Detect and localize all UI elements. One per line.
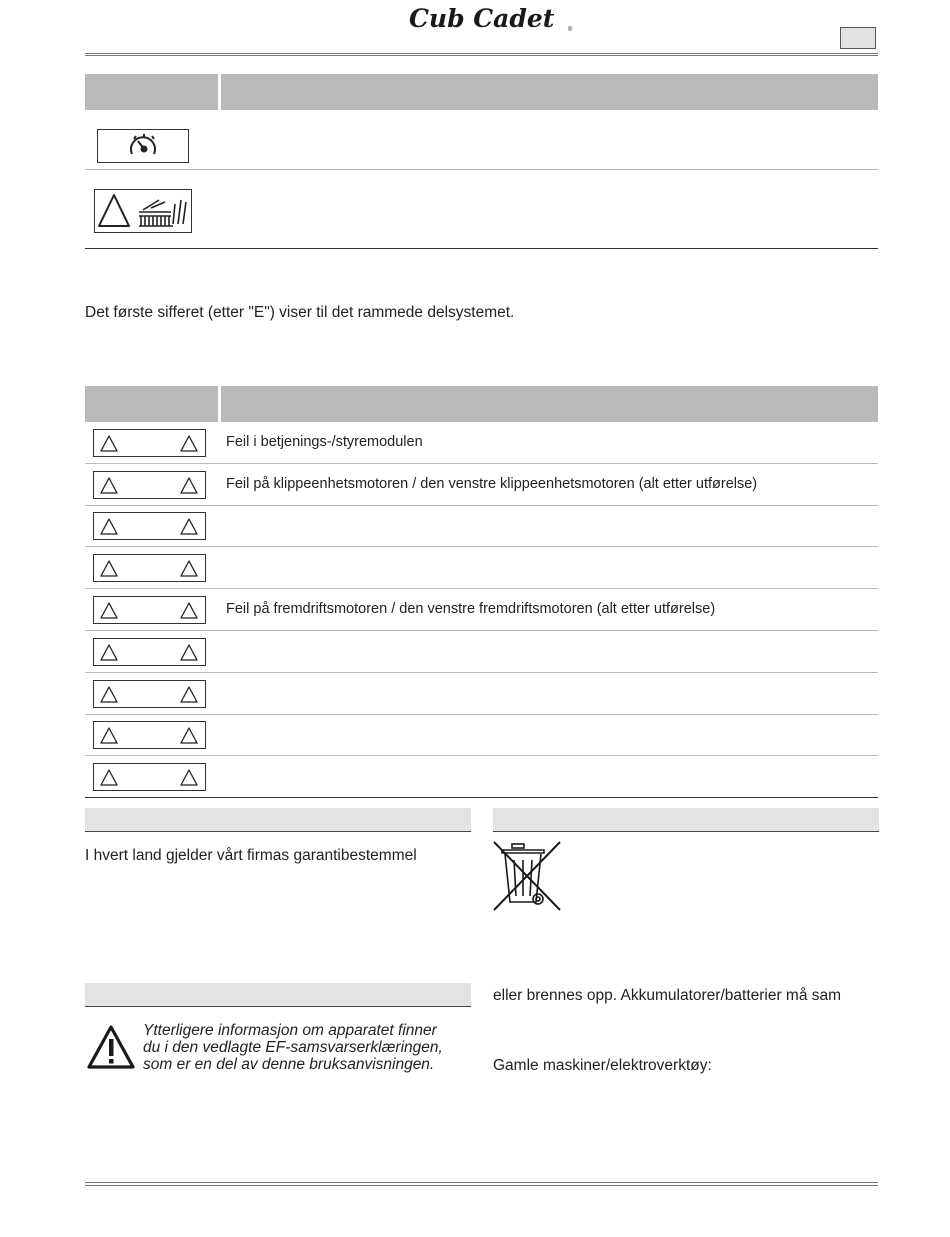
warning-triangle-icon <box>86 1024 136 1070</box>
error-description: Feil på klippeenhetsmotoren / den venstre klippeenhetsmotoren (alt etter utførelse) <box>226 475 758 492</box>
error-code-box <box>93 554 206 582</box>
warning-triangle-left-icon <box>100 768 118 787</box>
error-table-row <box>85 756 878 798</box>
eu-declaration-heading-bar <box>85 983 471 1007</box>
error-table-row <box>85 506 878 548</box>
eu-note-line-3: som er en del av denne bruksanvisningen. <box>143 1056 435 1073</box>
symbol-table-header <box>85 74 878 110</box>
error-code-box <box>93 680 206 708</box>
warning-triangle-left-icon <box>100 643 118 662</box>
warranty-text: I hvert land gjelder vårt firmas garantibestemmel <box>85 847 417 864</box>
error-description: Feil i betjenings-/styremodulen <box>226 433 423 450</box>
disposal-text-1: eller brennes opp. Akkumulatorer/batterier må sam <box>493 987 842 1004</box>
disposal-heading-bar <box>493 808 879 832</box>
symbol-table <box>85 74 878 250</box>
error-code-box <box>93 638 206 666</box>
symbol-row-1-icon-box <box>97 129 189 163</box>
eu-note-line-2: du i den vedlagte EF-samsvarserklæringen, <box>143 1039 443 1056</box>
error-table-row <box>85 464 878 506</box>
eu-declaration-note <box>143 1022 443 1073</box>
brand-logo-text: Cub Cadet <box>409 4 555 33</box>
warning-triangle-right-icon <box>180 434 198 453</box>
disposal-text-2: Gamle maskiner/elektroverktøy: <box>493 1057 712 1074</box>
svg-text:®: ® <box>568 27 573 33</box>
warning-triangle-right-icon <box>180 685 198 704</box>
warning-triangle-right-icon <box>180 643 198 662</box>
error-table-row <box>85 547 878 589</box>
crossed-out-wheelie-bin-icon <box>492 840 562 912</box>
error-code-box <box>93 429 206 457</box>
warranty-heading-bar <box>85 808 471 832</box>
warning-triangle-left-icon <box>100 434 118 453</box>
error-code-box <box>93 471 206 499</box>
symbol-row-2-icon-box <box>94 189 192 233</box>
warning-triangle-left-icon <box>100 559 118 578</box>
error-table <box>85 386 878 800</box>
error-table-row <box>85 631 878 673</box>
error-table-header <box>85 386 878 422</box>
error-table-row <box>85 422 878 464</box>
brand-logo <box>405 4 575 34</box>
error-code-box <box>93 596 206 624</box>
row-divider <box>85 797 878 798</box>
error-code-box <box>93 512 206 540</box>
error-description: Feil på fremdriftsmotoren / den venstre fremdriftsmotoren (alt etter utførelse) <box>226 601 716 618</box>
warning-triangle-left-icon <box>100 476 118 495</box>
warning-triangle-right-icon <box>180 517 198 536</box>
warning-triangle-left-icon <box>100 726 118 745</box>
warning-triangle-right-icon <box>180 726 198 745</box>
page-number-box <box>840 27 876 49</box>
warning-triangle-right-icon <box>180 476 198 495</box>
error-table-row <box>85 589 878 631</box>
warning-triangle-left-icon <box>100 517 118 536</box>
warning-triangle-left-icon <box>100 685 118 704</box>
speedometer-icon <box>98 130 190 162</box>
error-table-row <box>85 673 878 715</box>
intro-text: Det første sifferet (etter "E") viser til det rammede delsystemet. <box>85 304 515 321</box>
warning-triangle-right-icon <box>180 601 198 620</box>
error-code-box <box>93 763 206 791</box>
warning-mower-blade-icon <box>95 190 191 232</box>
eu-note-line-1: Ytterligere informasjon om apparatet finner <box>143 1022 437 1039</box>
header-rule <box>85 53 878 56</box>
error-code-box <box>93 721 206 749</box>
warning-triangle-left-icon <box>100 601 118 620</box>
error-table-row <box>85 715 878 757</box>
footer-rule <box>85 1182 878 1186</box>
warning-triangle-right-icon <box>180 768 198 787</box>
warning-triangle-right-icon <box>180 559 198 578</box>
